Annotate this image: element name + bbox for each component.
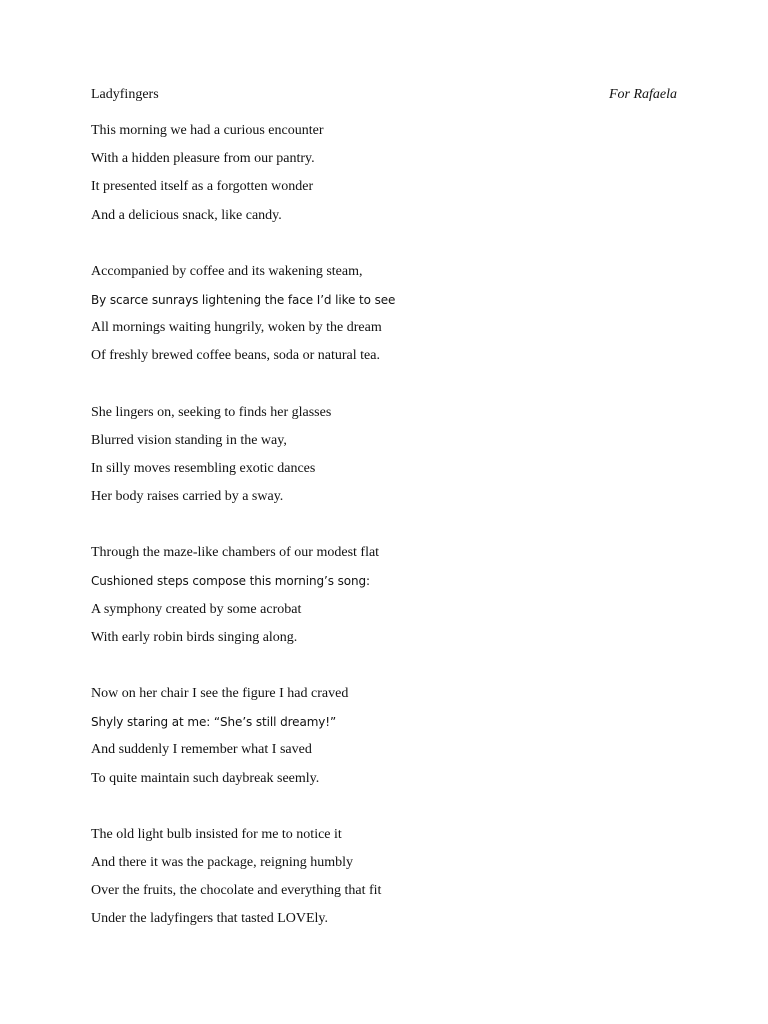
poem-line: Of freshly brewed coffee beans, soda or natural tea. [91,348,380,364]
poem-dedication: For Rafaela [608,87,677,102]
poem-line: Accompanied by coffee and its wakening steam, [91,263,363,279]
poem-line: Now on her chair I see the figure I had craved [91,686,349,701]
poem-line: Over the fruits, the chocolate and everything that fit [91,883,382,899]
poem-line: And suddenly I remember what I saved [91,742,312,758]
poem-line: Cushioned steps compose this morning’s song: [91,574,370,589]
poem-line: She lingers on, seeking to finds her glasses [91,404,332,420]
poem-line: Through the maze-like chambers of our modest flat [91,545,380,561]
stanza-3 [91,404,691,517]
poem-line: Shyly staring at me: “She’s still dreamy!” [91,715,337,730]
poem-title: Ladyfingers [91,87,159,102]
poem-line: Under the ladyfingers that tasted LOVEly. [91,911,329,927]
poem-line: This morning we had a curious encounter [91,123,324,138]
poem-line: With a hidden pleasure from our pantry. [91,151,315,167]
poem-line: Blurred vision standing in the way, [91,432,287,448]
poem-line: A symphony created by some acrobat [91,601,302,617]
poem-line: In silly moves resembling exotic dances [91,460,316,476]
stanza-2 [91,263,691,376]
poem-body [91,122,691,967]
poem-line: It presented itself as a forgotten wonder [91,179,314,195]
poem-line: And a delicious snack, like candy. [91,207,282,223]
poem-line: By scarce sunrays lightening the face I’d like to see [91,292,396,307]
poem-line: The old light bulb insisted for me to notice it [91,826,342,842]
poem-line: With early robin birds singing along. [91,629,298,645]
poem-line: To quite maintain such daybreak seemly. [91,770,320,786]
poem-line: Her body raises carried by a sway. [91,489,284,505]
stanza-5 [91,685,691,798]
poem-line: And there it was the package, reigning humbly [91,854,354,870]
poem-line: All mornings waiting hungrily, woken by the dream [91,320,382,336]
stanza-1 [91,122,691,235]
stanza-4 [91,544,691,657]
stanza-6 [91,826,691,939]
